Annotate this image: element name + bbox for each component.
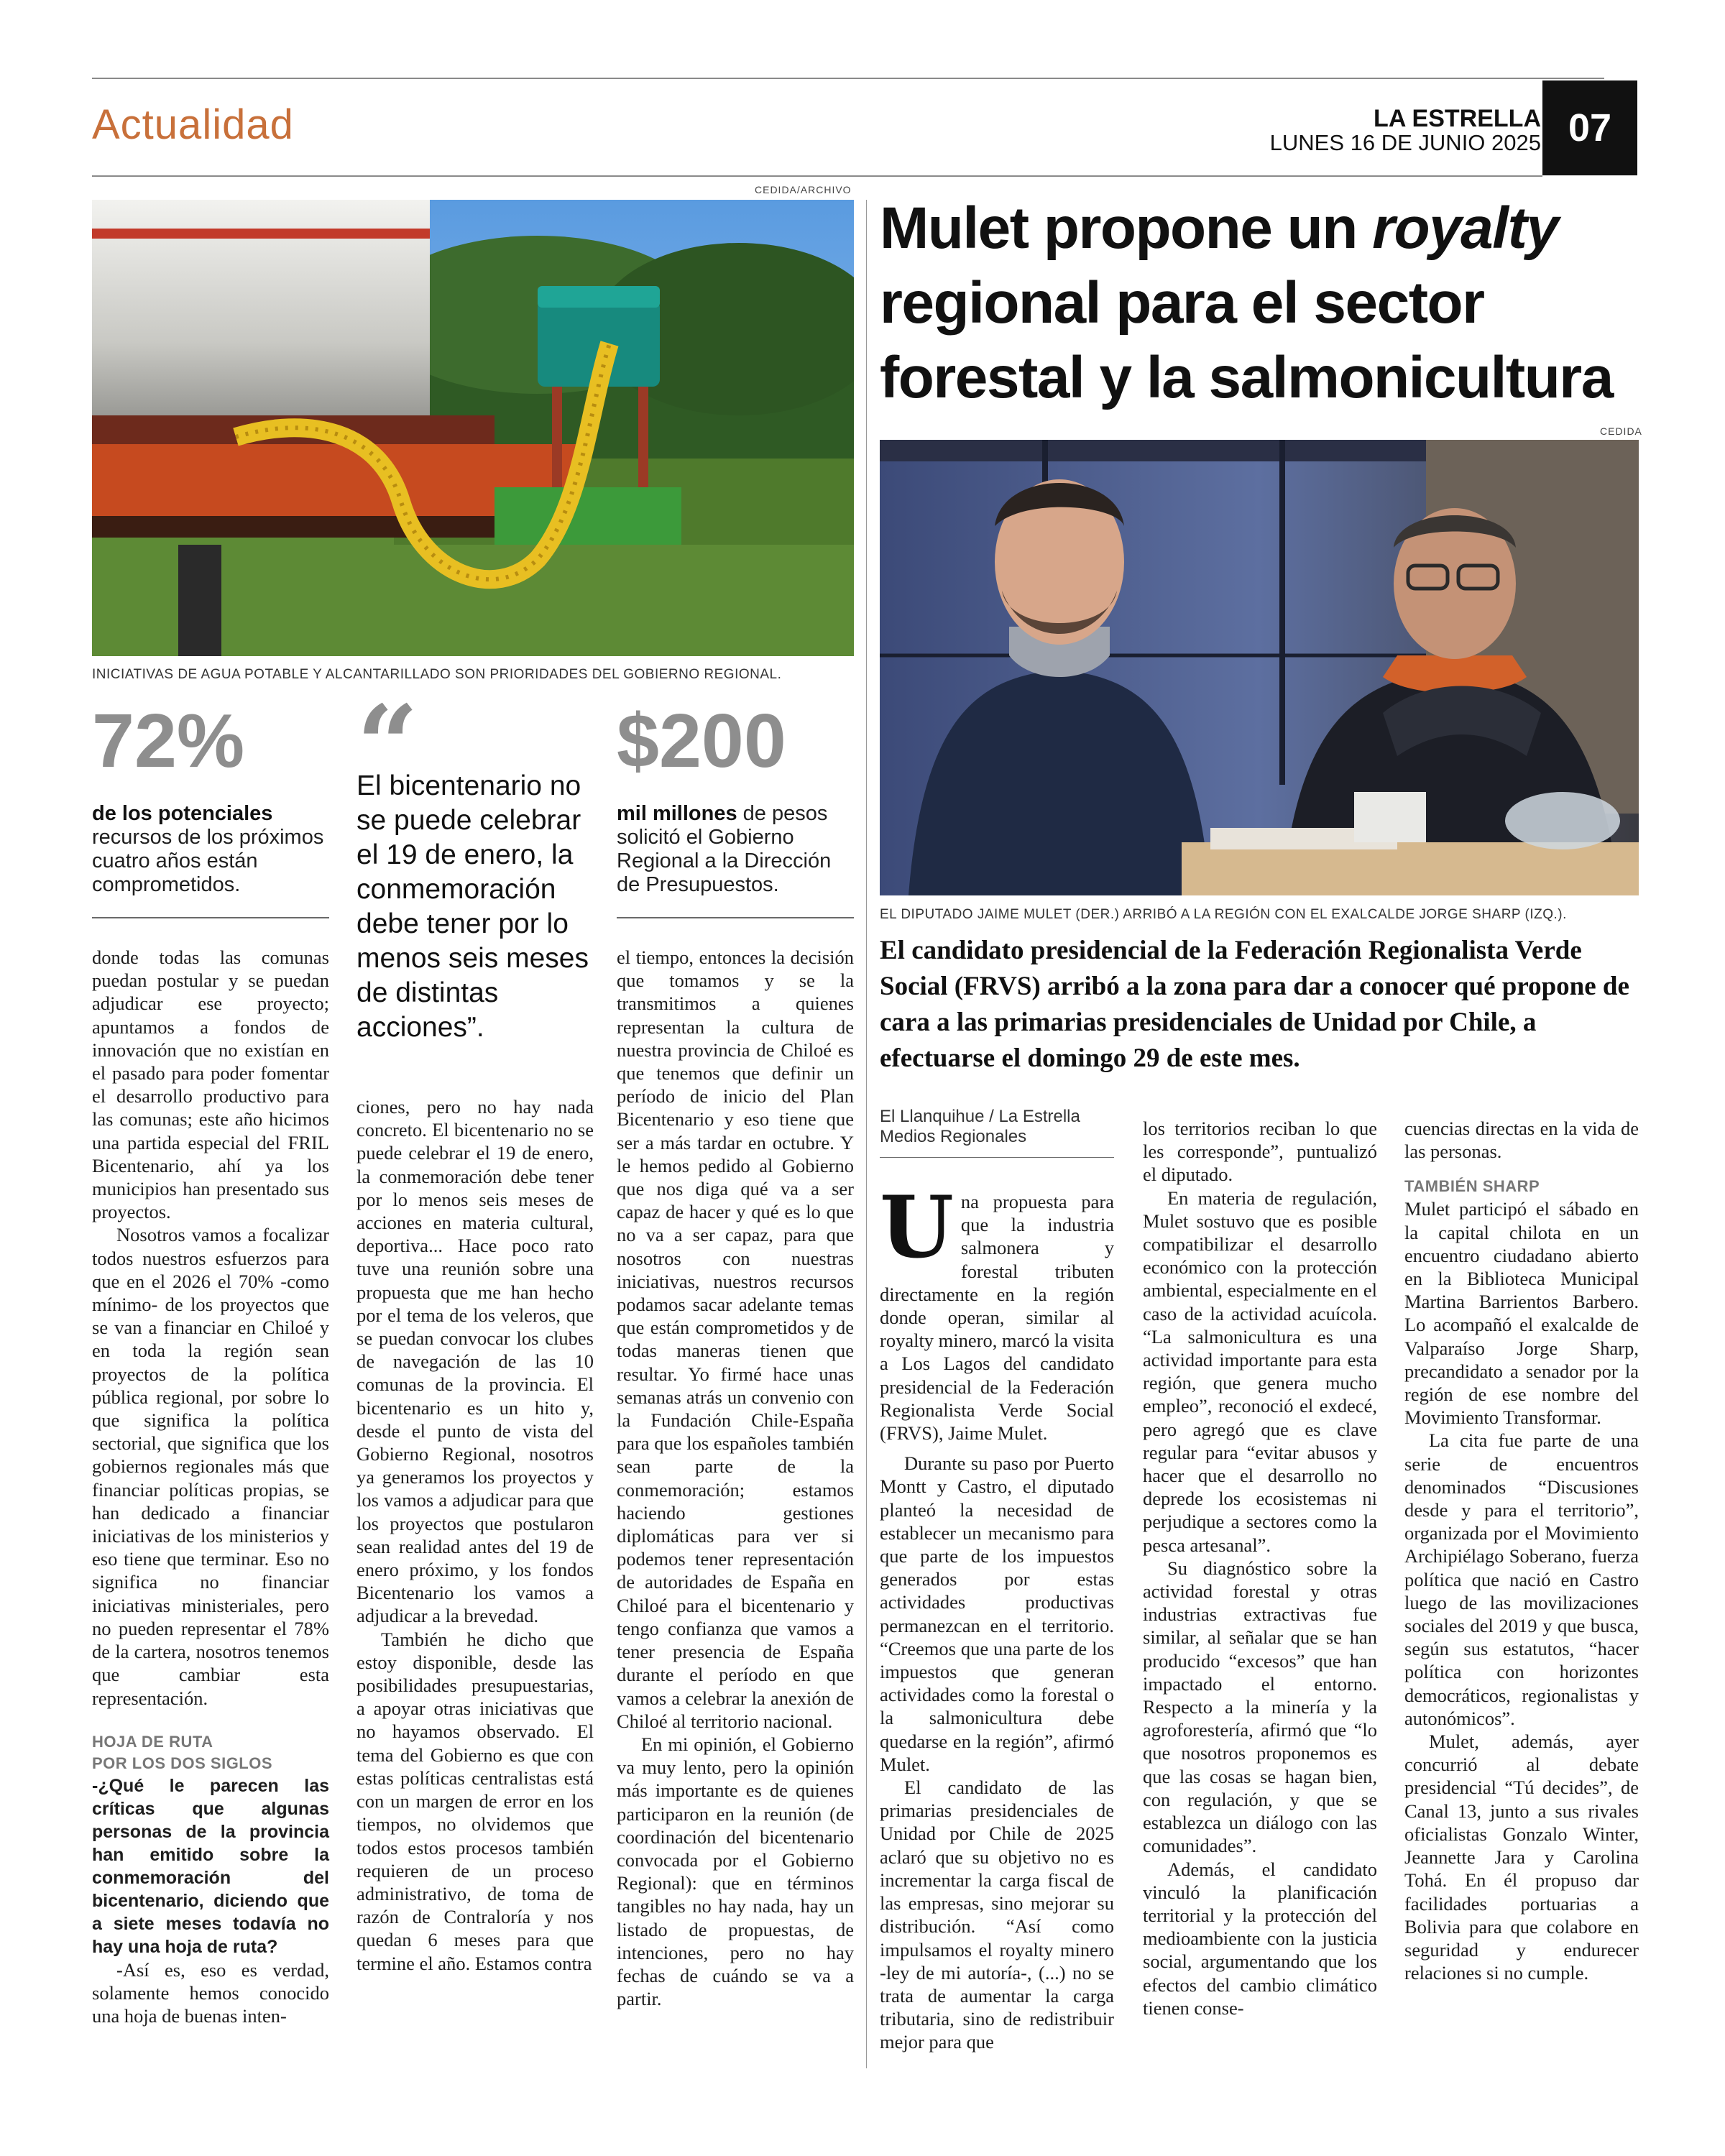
quote-mark-icon: “ xyxy=(356,682,419,808)
interview-paragraph: ciones, pero no hay nada concreto. El bicentenario no se puede celebrar el 19 de enero, la conmemoración debe tener por lo menos seis meses de acciones en materia cultural, deportiva... Hace poco rato tuve una reunión sobre una propuesta que me han hecho por el tema de los veleros, que se puedan convocar los clubes de navegación de las 10 comunas de la provincia. El bicentenario es un hito y, desde el punto de vista del Gobierno Regional, nosotros ya generamos los proyectos y los vamos a adjudicar para que los proyectos que postularon sean realidad antes del 19 de enero próximo, y los fondos Bicentenario los vamos a adjudicar a la brevedad. xyxy=(356,1096,594,1627)
percent-figure: 72% xyxy=(92,699,245,783)
article-headline xyxy=(880,191,1642,415)
interview-paragraph: En mi opinión, el Gobierno va muy lento, pero la opinión más importante es de quienes participaron en la reunión (de coordinación del bicentenario convocada por el Gobierno Regional): que en términos tangibles no hay nada, hay un listado de propuestas, de intenciones, pero no hay fechas de cuándo se va a partir. xyxy=(617,1733,854,2010)
two-men-illustration xyxy=(880,440,1639,895)
article-column-2 xyxy=(1143,1117,1377,2019)
article-paragraph: En materia de regulación, Mulet sostuvo que es posible compatibilizar el desarrollo económico con la protección ambiental, especialmente en el caso de la actividad acuícola. “La salmonicultura es una actividad importante para esta región, que genera mucho empleo”, reconoció el exdecé, pero agregó que es clave regular para “evitar abusos y hacer que el desarrollo no depredе los ecosistemas ni perjudique a sectores como la pesca artesanal”. xyxy=(1143,1187,1377,1556)
header-rule xyxy=(92,175,1542,177)
headline-part-1: Mulet propone un xyxy=(880,195,1373,261)
column-divider xyxy=(866,200,867,2068)
photo2-caption: EL DIPUTADO JAIME MULET (DER.) ARRIBÓ A LA REGIÓN CON EL EXALCALDE JORGE SHARP (IZQ.). xyxy=(880,907,1567,922)
photo1-caption: INICIATIVAS DE AGUA POTABLE Y ALCANTARILLADO SON PRIORIDADES DEL GOBIERNO REGIONAL. xyxy=(92,667,782,682)
article-column-1 xyxy=(880,1177,1114,2054)
money-caption-text: de pesos solicitó el Gobierno Regional a la Dirección de Presupuestos. xyxy=(617,802,832,896)
page-number: 07 xyxy=(1542,80,1637,175)
headline-italic: royalty xyxy=(1372,195,1558,261)
subhead-line-2: POR LOS DOS SIGLOS xyxy=(92,1754,273,1772)
photo1-credit: CEDIDA/ARCHIVO xyxy=(755,184,852,195)
byline-author: El Llanquihue / La Estrella xyxy=(880,1107,1080,1126)
article-paragraph: Su diagnóstico sobre la actividad forestal y otras industrias extractivas fue similar, al señalar que se han producido “excesos” que han impactado el entorno. Respecto a la minería y la agroforestería, afirmó que “lo que nosotros proponemos es que las cosas se hagan bien, con regulación, y que se establezca un diálogo con las comunidades”. xyxy=(1143,1557,1377,1857)
interview-answer: -Así es, eso es verdad, solamente hemos conocido una hoja de buenas inten- xyxy=(92,1958,329,2027)
interview-paragraph: También he dicho que estoy disponible, desde las posibilidades presupuestarias, a apoyar otras iniciativas que no hayamos observado. El tema del Gobierno es que con estas políticas centralistas está con un margen de error en los tiempos, no olvidemos que todos estos procesos también requieren de un proceso administrativo, de toma de razón de Contraloría y nos quedan 6 meses para que termine el año. Estamos contra xyxy=(356,1628,594,1974)
photo2-credit: CEDIDA xyxy=(1600,425,1642,437)
headline-part-2: regional para el sector forestal y la salmonicultura xyxy=(880,270,1613,410)
subhead-tambien-sharp: TAMBIÉN SHARP xyxy=(1404,1177,1540,1196)
interview-question: -¿Qué le parecen las críticas que algunas personas de la provincia han emitido sobre la conmemoración del bicentenario, diciendo que a siete meses todavía no hay una hoja de ruta? xyxy=(92,1775,329,1957)
money-caption-bold: mil millones xyxy=(617,802,737,825)
top-rule xyxy=(92,78,1604,79)
article-paragraph: El candidato de las primarias presidenciales de Unidad por Chile de 2025 aclaró que su objetivo no es incrementar la carga fiscal de las empresas, sino mejorar su distribución. “Así como impulsamos el royalty minero -ley de mi autoría-, (...) no se trata de aumentar la carga tributaria, sino de redistribuir mejor para que xyxy=(880,1777,1114,2053)
newspaper-name: LA ESTRELLA xyxy=(1374,105,1541,132)
article-lead: El candidato presidencial de la Federación Regionalista Verde Social (FRVS) arribó a la zona para dar a conocer qué propone de cara a las primarias presidenciales de Unidad por Chile, a efectuarse el domingo 29 de este mes. xyxy=(880,936,1629,1073)
byline-rule xyxy=(880,1157,1114,1158)
money-caption xyxy=(617,802,854,897)
interview-column-1 xyxy=(92,946,329,2027)
pull-quote: El bicentenario no se puede celebrar el 19 de enero, la conmemoración debe tener por lo menos seis meses de distintas acciones”. xyxy=(356,770,589,1043)
figure-rule-1 xyxy=(92,917,329,918)
masthead xyxy=(1270,106,1541,155)
figure-rule-3 xyxy=(617,917,854,918)
article-column-3 xyxy=(1404,1117,1639,1984)
water-tank-photo xyxy=(92,200,854,656)
interview-paragraph: el tiempo, entonces la decisión que tomamos y se la transmitimos a quienes representan la cultura de nuestra provincia de Chiloé es que tenemos que definir un período de inicio del Plan Bicentenario y eso tiene que ser a más tardar en octubre. Y le hemos pedido al Gobierno que nos diga qué va a ser capaz de hacer y qué es lo que no va a ser capaz, para que nosotros con nuestras iniciativas, nuestros recursos podamos sacar adelante temas que están comprometidos y de todas maneras tienen que resultar. Yo firmé hace unas semanas atrás un convenio con la Fundación Chile-España para que los españoles también sean parte de la conmemoración; estamos haciendo gestiones diplomáticas para ver si podemos tener representación de autoridades de España en Chiloé para el bicentenario y tengo confianza que vamos a tener presencia de España durante el período en que vamos a celebrar la anexión de Chiloé al territorio nacional. xyxy=(617,946,854,1732)
article-paragraph: na propuesta para que la industria salmonera y forestal tributen directamente en la región donde operan, similar al royalty minero, marcó la visita a Los Lagos del candidato presidencial de la Federación Regionalista Verde Social (FRVS), Jaime Mulet. xyxy=(880,1191,1114,1445)
article-paragraph: La cita fue parte de una serie de encuentros denominados “Discusiones desde y para el territorio”, organizada por el Movimiento Archipiélago Soberano, fuerza política que nació en Castro luego de las movilizaciones sociales del 2019 y que busca, según sus estatutos, “hacer política con horizontes democráticos, regionalistas y autonómicos”. xyxy=(1404,1429,1639,1729)
interview-paragraph: Nosotros vamos a focalizar todos nuestros esfuerzos para que en el 2026 el 70% -como mínimo- de los proyectos que se van a financiar en Chiloé y en toda la región sean proyectos de la política pública regional, por sobre lo que significa la política sectorial, que significa que los gobiernos regionales más que financiar políticas propias, se han dedicado a financiar iniciativas de los ministerios y eso tiene que terminar. Eso no significa no financiar iniciativas ministeriales, pero no pueden representar el 78% de la cartera, nosotros tenemos que cambiar esta representación. xyxy=(92,1224,329,1709)
drop-cap: U xyxy=(880,1177,954,1277)
percent-caption-bold: de los potenciales xyxy=(92,802,273,825)
article-paragraph: Mulet, además, ayer concurrió al debate presidencial “Tú decides”, de Canal 13, junto a sus rivales oficialistas Gonzalo Winter, Jeannette Jara y Carolina Tohá. En él propuso dar facilidades portuarias a Bolivia para que colabore en seguridad y endurecer relaciones si no cumple. xyxy=(1404,1731,1639,1984)
section-title: Actualidad xyxy=(92,101,294,148)
article-paragraph: los territorios reciban lo que les corresponde”, puntualizó el diputado. xyxy=(1143,1118,1377,1186)
interview-paragraph: donde todas las comunas puedan postular y se puedan adjudicar ese proyecto; apuntamos a fondos de innovación que no existían en el pasado para poder fomentar el desarrollo productivo para las comunas; este año hicimos una partida especial del FRIL Bicentenario, ahí ya los municipios han presentado sus proyectos. xyxy=(92,946,329,1223)
article-paragraph: Durante su paso por Puerto Montt y Castro, el diputado planteó la necesidad de establecer un mecanismo para que parte de los impuestos generados por estas actividades productivas permanezcan en el territorio. “Creemos que una parte de los impuestos que generan actividades como la forestal o la salmonicultura debe quedarse en la región”, afirmó Mulet. xyxy=(880,1452,1114,1775)
subhead-line-1: HOJA DE RUTA xyxy=(92,1732,213,1751)
water-tank-illustration xyxy=(92,200,854,656)
byline xyxy=(880,1107,1124,1147)
issue-date: LUNES 16 DE JUNIO 2025 xyxy=(1269,130,1541,155)
mulet-sharp-photo xyxy=(880,440,1639,895)
byline-agency: Medios Regionales xyxy=(880,1127,1027,1146)
interview-column-2 xyxy=(356,1095,594,1975)
money-figure: $200 xyxy=(617,699,786,783)
article-paragraph: Además, el candidato vinculó la planificación territorial y la protección del medioambiente con la justicia social, argumentando que los efectos del cambio climático tienen conse- xyxy=(1143,1858,1377,2019)
article-paragraph: cuencias directas en la vida de las personas. xyxy=(1404,1118,1639,1163)
article-paragraph: Mulet participó el sábado en la capital chilota en un encuentro ciudadano abierto en la Biblioteca Municipal Martina Barrientos Barbero. Lo acompañó el exalcalde de Valparaíso Jorge Sharp, precandidato a senador por la región de ese nombre del Movimiento Transformar. xyxy=(1404,1198,1639,1429)
percent-caption-text: recursos de los próximos cuatro años están comprometidos. xyxy=(92,826,324,896)
percent-caption xyxy=(92,802,329,897)
interview-column-3 xyxy=(617,946,854,2010)
